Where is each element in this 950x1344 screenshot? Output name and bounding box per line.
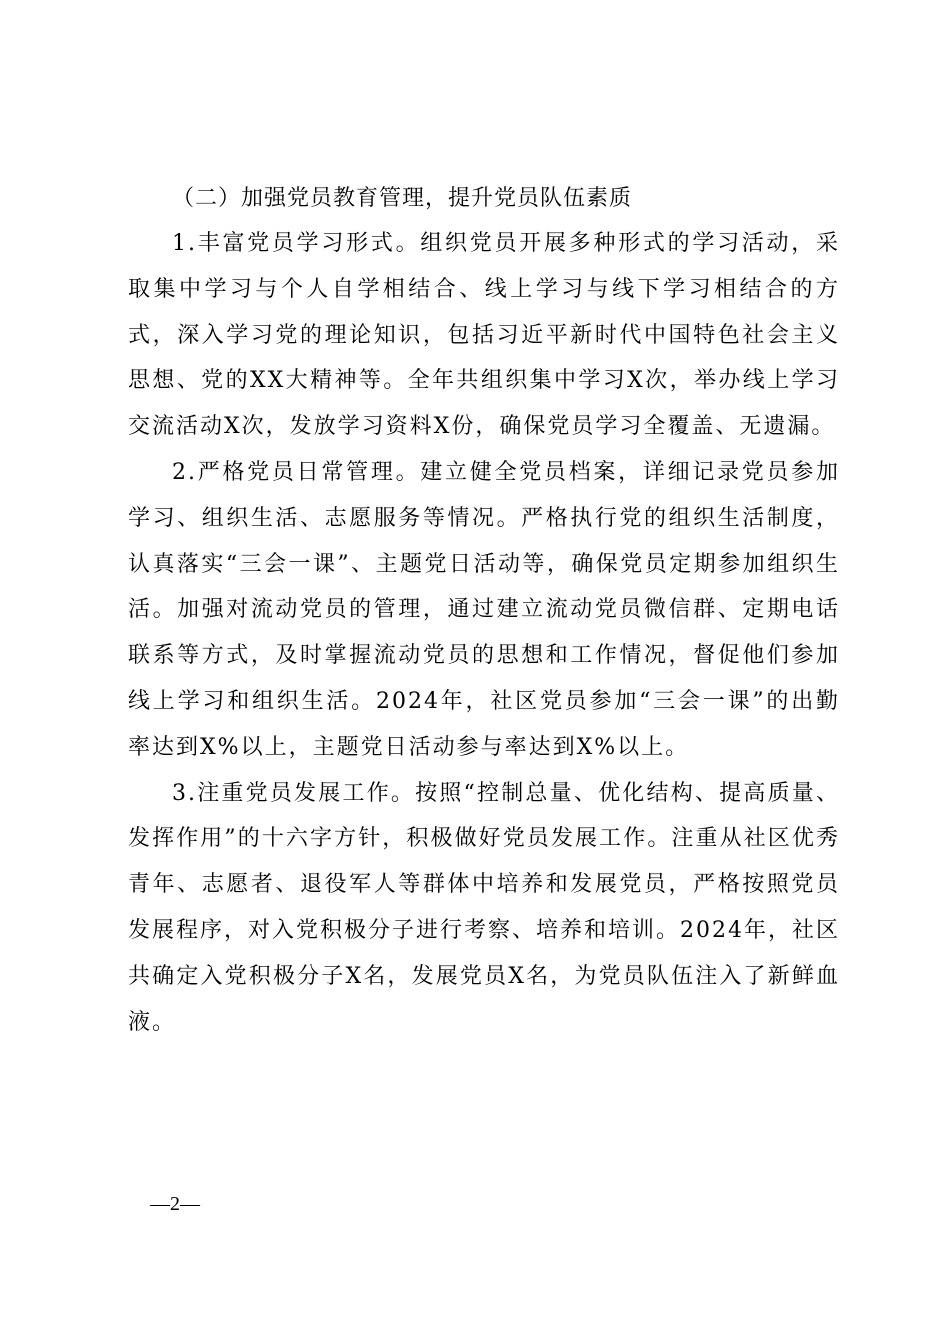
paragraph-study-forms: 1.丰富党员学习形式。组织党员开展多种形式的学习活动，采取集中学习与个人自学相结合、线上学习与线下学习相结合的方式，深入学习党的理论知识，包括习近平新时代中国特色社会主义思想、党的XX大精神等。全年共组织集中学习X次，举办线上学习交流活动X次，发放学习资料X份，确保党员学习全覆盖、无遗漏。 xyxy=(128,231,840,440)
paragraph-member-development: 3.注重党员发展工作。按照“控制总量、优化结构、提高质量、发挥作用”的十六字方针，积极做好党员发展工作。注重从社区优秀青年、志愿者、退役军人等群体中培养和发展党员，严格按照党员发展程序，对入党积极分子进行考察、培养和培训。2024年，社区共确定入党积极分子X名，发展党员X名，为党员队伍注入了新鲜血液。 xyxy=(128,780,840,1035)
document-body xyxy=(128,176,840,1045)
paragraph-daily-management: 2.严格党员日常管理。建立健全党员档案，详细记录党员参加学习、组织生活、志愿服务等情况。严格执行党的组织生活制度，认真落实“三会一课”、主题党日活动等，确保党员定期参加组织生活。加强对流动党员的管理，通过建立流动党员微信群、定期电话联系等方式，及时掌握流动党员的思想和工作情况，督促他们参加线上学习和组织生活。2024年，社区党员参加“三会一课”的出勤率达到X%以上，主题党日活动参与率达到X%以上。 xyxy=(128,459,840,760)
page-number: —2— xyxy=(150,1193,200,1215)
section-heading: （二）加强党员教育管理，提升党员队伍素质 xyxy=(172,186,633,211)
